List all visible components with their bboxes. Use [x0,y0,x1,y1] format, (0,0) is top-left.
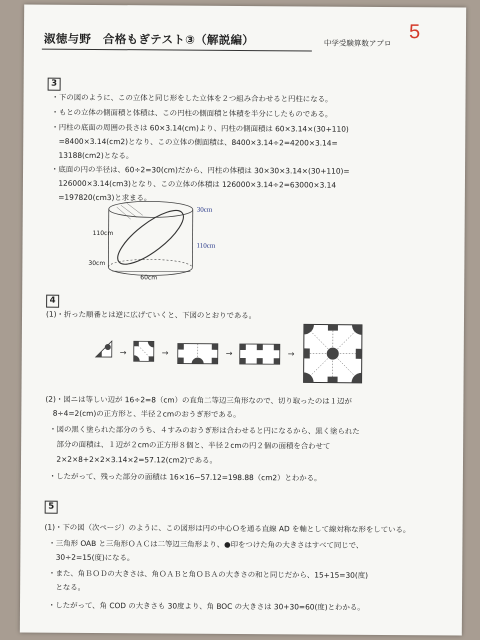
section-4-line: ・図の黒く塗られた部分のうち、４すみのおうぎ形は合わせると円になるから、黒く塗られた [49,424,360,436]
svg-text:→: → [225,348,233,358]
section-3-line: 126000×3.14(cm3)となり、この立体の体積は 126000×3.14÷2=63000×3.14 [50,178,337,190]
section-3-line: ・底面の円の半径は、60÷2=30(cm)だから、円柱の体積は 30×30×3.14×(30+110)= [51,164,350,176]
section-5-number: 5 [45,501,58,514]
section-5-line: となる。 [48,582,86,592]
section-5-line: 30÷2=15(度)になる。 [48,552,135,563]
section-5-line: (1)・下の図（次ページ）のように、この図形は円の中心Ｏを通る直線 AD を軸として線対称な形をしている。 [44,522,411,535]
svg-text:→: → [161,348,169,358]
section-3-line: ・円柱の底面の周囲の長さは 60×3.14(cm)より、円柱の側面積は 60×3.14×(30+110) [51,122,349,134]
publisher-name: 中学受験算数アプロ [323,38,392,49]
svg-text:→: → [287,349,295,359]
label-right: 110cm [196,241,216,250]
section-4-line: 部分の面積は、１辺が２cmの正方形８個と、半径２cmの円２個の面積を合わせて [49,439,331,451]
section-3-line: ・下の図のように、この立体と同じ形をした立体を２つ組み合わせると円柱になる。 [51,92,333,104]
title-underline [42,49,312,52]
section-5-line: ・したがって、角 COD の大きさも 30度より、角 BOC の大きさは 30+30=60(度)とわかる。 [47,600,365,612]
label-bottom-left: 30cm [88,259,106,268]
section-3-line: =8400×3.14(cm2)となり、この立体の側面積は、8400×3.14÷2=4200×3.14= [51,136,338,148]
section-5-line: ・また、角ＢＯＤの大きさは、角ＯＡＢと角ＯＢＡの大きさの和と同じだから、15+15=30(度) [48,568,369,580]
section-5-line: ・三角形 OAB と三角形ＯＡＣは二等辺三角形より、●印をつけた角の大きさはすべて同じで、 [48,538,364,550]
unfolding-figure [82,321,372,387]
handwritten-page-number: 5 [408,21,421,44]
section-4-line: (1)・折った順番とは逆に広げていくと、下図のとおりである。 [46,309,257,321]
label-top: 30cm [196,205,213,214]
svg-text:→: → [119,348,127,358]
section-4-line: (2)・図ニは等しい辺が 16÷2=8（cm）の直角二等辺三角形なので、切り取ったのは１辺が [45,394,352,406]
section-4-line: 2×2×8+2×2×3.14×2=57.12(cm2)である。 [48,454,217,465]
section-3-number: 3 [48,78,61,91]
section-4-line: 8÷4=2(cm)の正方形と、半径２cmのおうぎ形である。 [45,408,241,419]
section-3-line: =197820(cm3)と求まる。 [50,192,152,203]
label-left: 110cm [92,229,114,238]
section-4-line: ・したがって、残った部分の面積は 16×16−57.12=198.88（cm2）とわかる。 [48,471,322,483]
section-3-line: ・もとの立体の側面積と体積は、この円柱の側面積と体積を半分にしたものである。 [51,107,333,119]
answer-sheet-page [20,4,466,635]
section-3-line: 13188(cm2)となる。 [51,150,134,161]
label-bottom: 60cm [140,274,158,282]
section-4-number: 4 [46,295,59,308]
page-title: 淑徳与野 合格もぎテスト③（解説編） [43,31,255,48]
